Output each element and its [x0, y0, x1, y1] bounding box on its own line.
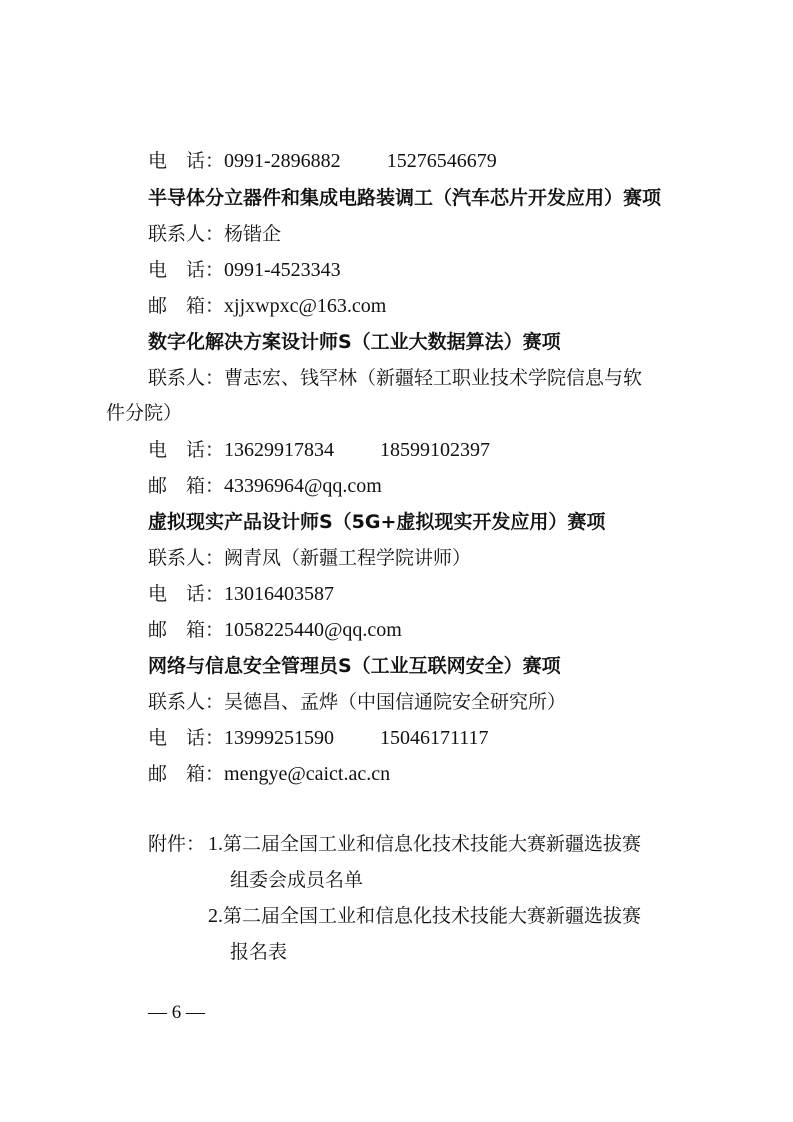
- phone-line: [148, 726, 489, 750]
- email-line: [148, 762, 390, 786]
- phone-number: 15046171117: [380, 727, 489, 749]
- phone-label: 电 话：: [148, 259, 225, 281]
- phone-line: [148, 149, 497, 173]
- attachment-number: 2.: [208, 905, 223, 927]
- email-label: 邮 箱：: [148, 619, 225, 641]
- email-address: xjjxwpxc@163.com: [224, 295, 387, 317]
- phone-number: 0991-2896882: [224, 150, 341, 172]
- phone-label: 电 话：: [148, 150, 225, 172]
- phone-number: 15276546679: [386, 150, 497, 172]
- email-address: mengye@caict.ac.cn: [224, 763, 391, 785]
- email-label: 邮 箱：: [148, 763, 225, 785]
- phone-number: 13629917834: [224, 439, 335, 461]
- email-address: 43396964@qq.com: [224, 475, 382, 497]
- attachment-item: [208, 832, 641, 856]
- contact-label: 联系人：: [148, 223, 225, 245]
- phone-number: 0991-4523343: [224, 259, 341, 281]
- phone-line: [148, 582, 334, 606]
- attachment-title: 第二届全国工业和信息化技术技能大赛新疆选拔赛: [223, 833, 642, 855]
- contact-label: 联系人：: [148, 691, 225, 713]
- email-line: [148, 294, 386, 318]
- contact-name: 杨锴企: [224, 223, 282, 245]
- phone-number: 18599102397: [380, 439, 491, 461]
- page-number: — 6 —: [148, 1002, 205, 1023]
- event-title: 虚拟现实产品设计师S（5G+虚拟现实开发应用）赛项: [148, 511, 606, 533]
- attachments-label: 附件：: [148, 833, 206, 855]
- contact-label: 联系人：: [148, 367, 225, 389]
- contact-name: 曹志宏、钱罕林（新疆轻工职业技术学院信息与软: [224, 367, 643, 389]
- event-title: 网络与信息安全管理员S（工业互联网安全）赛项: [148, 655, 561, 677]
- contact-name: 阙青凤（新疆工程学院讲师）: [224, 547, 472, 569]
- event-title: 半导体分立器件和集成电路装调工（汽车芯片开发应用）赛项: [148, 187, 662, 209]
- attachment-title: 第二届全国工业和信息化技术技能大赛新疆选拔赛: [223, 905, 642, 927]
- phone-number: 13016403587: [224, 583, 335, 605]
- contact-line: [148, 690, 566, 714]
- contact-line: [148, 366, 642, 390]
- email-line: [148, 474, 382, 498]
- contact-label: 联系人：: [148, 547, 225, 569]
- contact-continuation: 件分院）: [106, 402, 183, 424]
- phone-label: 电 话：: [148, 439, 225, 461]
- email-line: [148, 618, 402, 642]
- email-address: 1058225440@qq.com: [224, 619, 402, 641]
- attachment-title-continuation: 组委会成员名单: [230, 869, 364, 891]
- email-label: 邮 箱：: [148, 475, 225, 497]
- phone-label: 电 话：: [148, 583, 225, 605]
- email-label: 邮 箱：: [148, 295, 225, 317]
- contact-line: [148, 546, 471, 570]
- contact-name: 吴德昌、孟烨（中国信通院安全研究所）: [224, 691, 567, 713]
- phone-label: 电 话：: [148, 727, 225, 749]
- event-title: 数字化解决方案设计师S（工业大数据算法）赛项: [148, 331, 561, 353]
- contact-line: [148, 222, 281, 246]
- attachment-number: 1.: [208, 833, 223, 855]
- attachment-title-continuation: 报名表: [230, 941, 288, 963]
- phone-number: 13999251590: [224, 727, 335, 749]
- phone-line: [148, 258, 341, 282]
- phone-line: [148, 438, 490, 462]
- attachment-item: [208, 904, 641, 928]
